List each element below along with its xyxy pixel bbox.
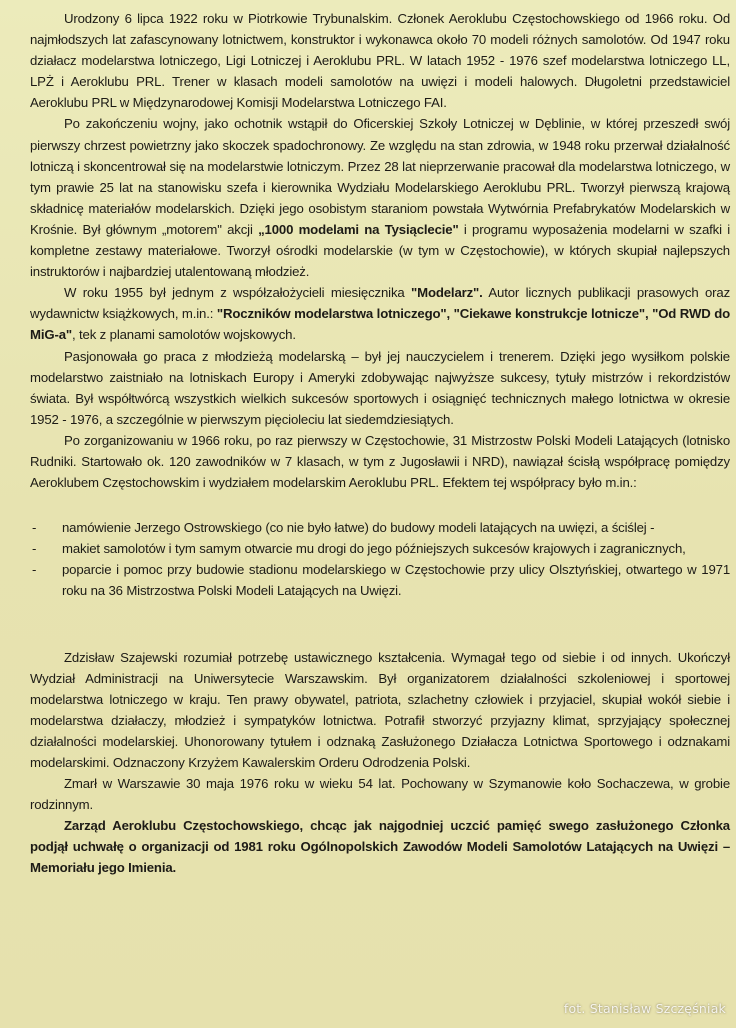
list-item: - poparcie i pomoc przy budowie stadionu modelarskiego w Częstochowie przy ulicy Olsztyńskiej, otwartego w 1971 roku na 36 Mistrzostwa Polski Modeli Latających na Uwięzi. [30,559,730,601]
campaign-title: „1000 modelami na Tysiąclecie" [258,221,459,237]
achievements-list [30,517,730,601]
paragraph-career: Po zakończeniu wojny, jako ochotnik wstąpił do Oficerskiej Szkoły Lotniczej w Dęblinie, w której przeszedł swój pierwszy chrzest powietrzny jako skoczek spadochronowy. Ze względu na stan zdrowia, w 1948 roku przerwał działalność lotniczą i skoncentrował się na modelarstwie lotniczym. Przez 28 lat nieprzerwanie pracował dla modelarstwa lotniczego, w tym prawie 25 lat na stanowisku szefa i kierownika Wydziału Modelarskiego Aeroklubu PRL. Tworzył pierwszą krajową składnicę materiałów modelarskich. Dzięki jego osobistym staraniom powstała Wytwórnia Prefabrykatów Modelarskich w Krośnie. Był głównym „motorem" akcji „1000 modelami na Tysiąclecie" i programu wyposażenia modelarni w szafki i kompletne zestawy materiałowe. Tworzył ośrodki modelarskie (w tym w Częstochowie), w których skupiał najlepszych instruktorów i najbardziej utalentowaną młodzież. [30,116,731,280]
list-item: - makiet samolotów i tym samym otwarcie mu drogi do jego późniejszych sukcesów krajowych i zagranicznych, [30,538,730,559]
photo-credit-watermark: fot. Stanisław Szczęśniak [563,1001,726,1016]
paragraph-biography: Urodzony 6 lipca 1922 roku w Piotrkowie Trybunalskim. Członek Aeroklubu Częstochowskiego od 1966 roku. Od najmłodszych lat zafascynowany lotnictwem, konstruktor i wykonawca około 70 modeli różnych samolotów. Od 1947 roku działacz modelarstwa lotniczego, Ligi Lotniczej i Aeroklubu PRL. W latach 1952 - 1976 szef modelarstwa lotniczego LL, LPŻ i Aeroklubu PRL. Trener w klasach modeli samolotów na uwięzi i modeli halowych. Długoletni przedstawiciel Aeroklubu PRL w Międzynarodowej Komisji Modelarstwa Lotniczego FAI. [30,11,730,111]
document-body [30,8,730,879]
book-titles: "Roczników modelarstwa lotniczego", "Ciekawe konstrukcje lotnicze", "Od RWD do MiG-a" [30,306,731,343]
paragraph-memorial: Zarząd Aeroklubu Częstochowskiego, chcąc jak najgodniej uczcić pamięć swego zasłużonego Członka podjął uchwałę o organizacji od 1981 roku Ogólnopolskich Zawodów Modeli Samolotów Latających na Uwięzi – Memoriału jego Imienia. [30,818,730,876]
paragraph-publications: W roku 1955 był jednym z współzałożycieli miesięcznika "Modelarz". Autor licznych publikacji prasowych oraz wydawnictw książkowych, m.in.: "Roczników modelarstwa lotniczego", "Ciekawe konstrukcje lotnicze", "Od RWD do MiG-a", tek z planami samolotów wojskowych. [30,285,731,343]
list-item: - namówienie Jerzego Ostrowskiego (co nie było łatwe) do budowy modeli latających na uwięzi, a ściślej - [30,517,730,538]
paragraph-youth: Pasjonowała go praca z młodzieżą modelarską – był jej nauczycielem i trenerem. Dzięki jego wysiłkom polskie modelarstwo zaistniało na lotniskach Europy i Ameryki zdobywając najwyższe sukcesy, tytuły mistrzów i rekordzistów świata. Był współtwórcą wszystkich wielkich sukcesów sportowych i osiągnięć technicznych małego lotnictwa w okresie 1952 - 1976, a szczególnie w pierwszym pięcioleciu lat siedemdziesiątych. [30,348,730,427]
paragraph-education: Zdzisław Szajewski rozumiał potrzebę ustawicznego kształcenia. Wymagał tego od siebie i od innych. Ukończył Wydział Administracji na Uniwersytecie Warszawskim. Był organizatorem działalności szkoleniowej i sportowej modelarstwa lotniczego w kraju. Ten prawy obywatel, patriota, szlachetny człowiek i przyjaciel, skupiał wokół siebie i modelarstwa działaczy, młodzież i sympatyków lotnictwa. Potrafił stworzyć przyjazny klimat, sprzyjający społecznej działalności modelarskiej. Uhonorowany tytułem i odznaką Zasłużonego Działacza Lotnictwa Sportowego i odznakami modelarskimi. Odznaczony Krzyżem Kawalerskim Orderu Odrodzenia Polski. [30,649,730,770]
magazine-title: "Modelarz". [411,285,483,301]
paragraph-cooperation: Po zorganizowaniu w 1966 roku, po raz pierwszy w Częstochowie, 31 Mistrzostw Polski Modeli Latających (lotnisko Rudniki. Startowało ok. 120 zawodników w 7 klasach, w tym z Jugosławii i NRD), nawiązał ścisłą współpracę pomiędzy Aeroklubem Częstochowskim i wydziałem modelarskim Aeroklubu PRL. Efektem tej współpracy było m.in.: [30,432,730,491]
paragraph-death: Zmarł w Warszawie 30 maja 1976 roku w wieku 54 lat. Pochowany w Szymanowie koło Sochaczewa, w grobie rodzinnym. [30,776,730,813]
